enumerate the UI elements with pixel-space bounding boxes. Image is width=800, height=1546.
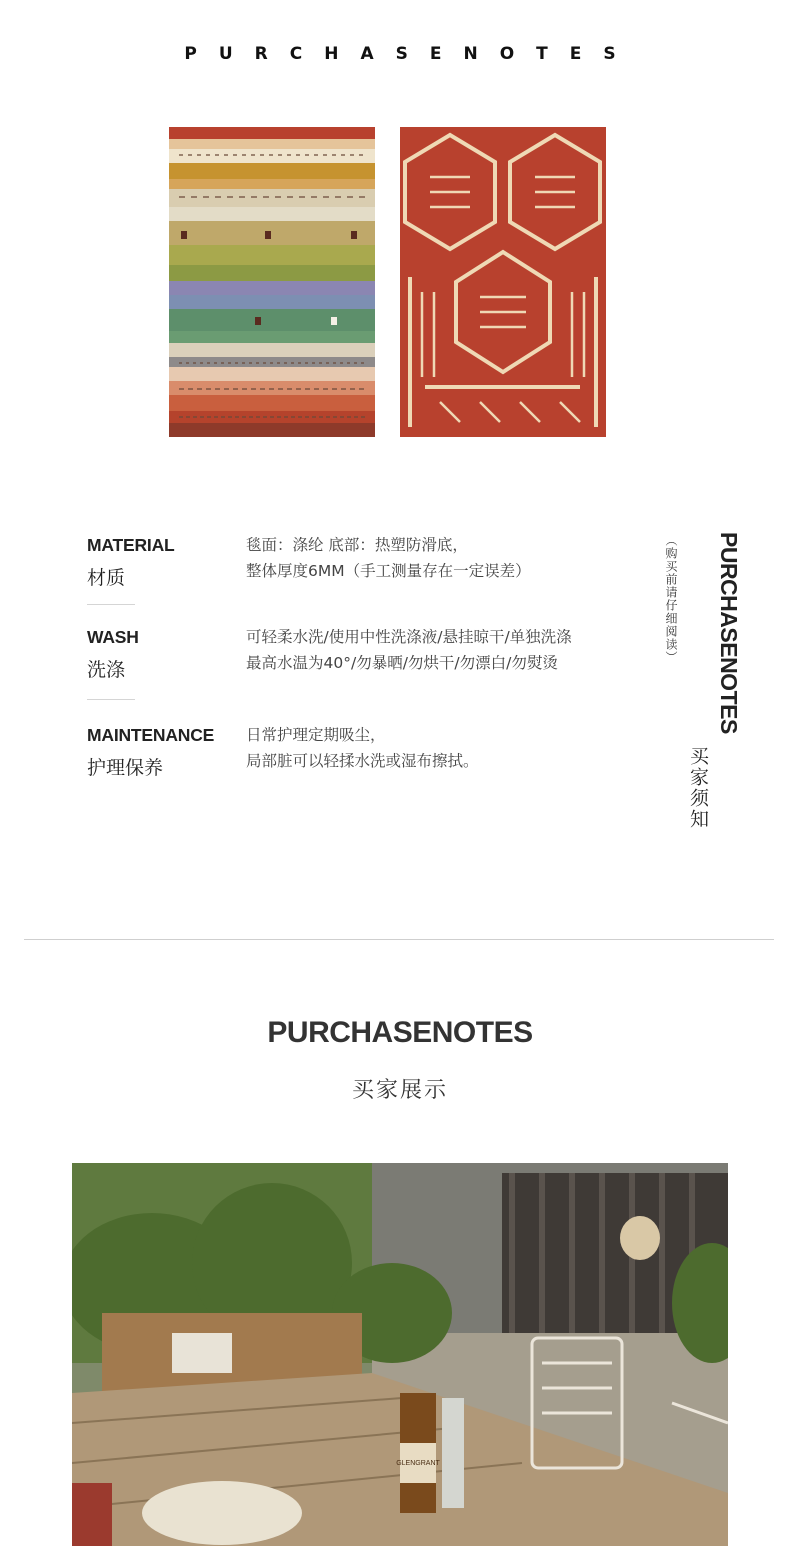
side-title-cn: 买家须知: [687, 746, 709, 830]
showcase-title: PURCHASENOTES: [267, 1016, 533, 1049]
page-title: PURCHASENOTES: [184, 44, 638, 64]
row-divider: [87, 699, 135, 700]
maintenance-text: [246, 722, 479, 774]
striped-rug-image: [169, 127, 375, 437]
row-divider: [87, 604, 135, 605]
section-divider: [24, 939, 774, 940]
maintenance-line: 日常护理定期吸尘，: [246, 726, 386, 744]
tribal-rug-image: [400, 127, 606, 437]
material-line: 毯面：涤纶 底部：热塑防滑底，: [246, 536, 468, 554]
bottle-label: GLENGRANT: [396, 1460, 440, 1467]
wash-label-cn: 洗涤: [87, 659, 126, 681]
maintenance-label-cn: 护理保养: [87, 757, 164, 779]
maintenance-line: 局部脏可以轻揉水洗或湿布擦拭。: [246, 752, 479, 770]
wash-text: [246, 624, 572, 676]
maintenance-label-en: MAINTENANCE: [87, 725, 215, 745]
side-note: （购买前请仔细阅读）: [664, 534, 678, 664]
material-text: [246, 532, 531, 584]
side-title-en: PURCHASENOTES: [716, 532, 742, 734]
wash-label-en: WASH: [87, 627, 139, 647]
material-label-cn: 材质: [87, 567, 126, 589]
material-line: 整体厚度6MM（手工测量存在一定误差）: [246, 562, 531, 580]
showcase-subtitle: 买家展示: [351, 1078, 448, 1103]
buyer-showcase-photo: [72, 1163, 728, 1546]
wash-line: 最高水温为40°/勿暴晒/勿烘干/勿漂白/勿熨烫: [246, 654, 558, 672]
wash-line: 可轻柔水洗/使用中性洗涤液/悬挂晾干/单独洗涤: [246, 628, 572, 646]
material-label-en: MATERIAL: [87, 535, 175, 555]
